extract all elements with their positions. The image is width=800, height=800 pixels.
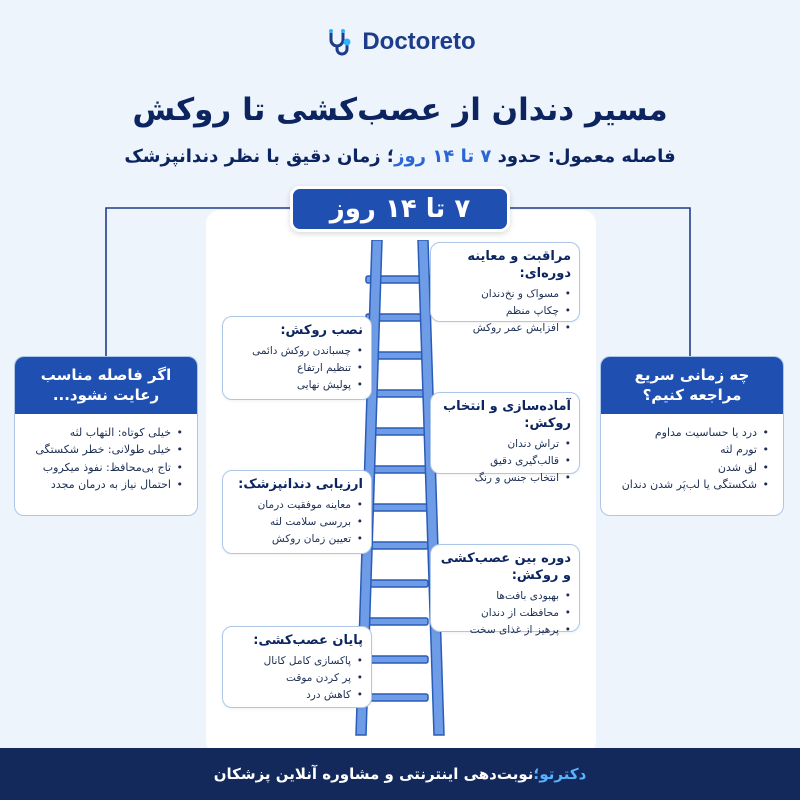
page-title: مسیر دندان از عصب‌کشی تا روکش: [132, 92, 668, 128]
step-item: • پر کردن موقت: [231, 670, 363, 687]
step-item: • افزایش عمر روکش: [439, 320, 571, 337]
subtitle-prefix: فاصله معمول: حدود: [491, 146, 676, 167]
urgent-visit-card-title: چه زمانی سریع مراجعه کنیم؟: [601, 357, 783, 414]
warning-item: • احتمال نیاز به درمان مجدد: [21, 476, 183, 494]
step-title: ارزیابی دندانپزشک:: [238, 477, 363, 492]
footer-brand: دکترتو؛: [533, 765, 587, 783]
warning-item: • خیلی کوتاه: التهاب لثه: [21, 424, 183, 442]
warning-item: • خیلی طولانی: خطر شکستگی: [21, 441, 183, 459]
step-item: • کاهش درد: [231, 687, 363, 704]
step-card-interim-period: [430, 544, 580, 636]
step-card-root-canal-end: [222, 626, 372, 708]
step-item: • انتخاب جنس و رنگ: [439, 470, 571, 487]
step-card-preparation: [430, 392, 580, 484]
warning-card: [14, 356, 198, 516]
step-item: • تراش دندان: [439, 436, 571, 453]
urgent-visit-card: [600, 356, 784, 516]
step-item: • قالب‌گیری دقیق: [439, 453, 571, 470]
footer-banner: [0, 748, 800, 800]
logo-text: Doctoreto: [362, 28, 476, 55]
step-item: • چکاپ منظم: [439, 303, 571, 320]
step-title: دوره بین عصب‌کشی و روکش:: [440, 551, 571, 583]
step-title: پایان عصب‌کشی:: [253, 633, 363, 648]
step-item: • بررسی سلامت لثه: [231, 514, 363, 531]
duration-badge: ۷ تا ۱۴ روز: [290, 186, 510, 232]
step-item: • مسواک و نخ‌دندان: [439, 286, 571, 303]
urgent-item: • شکستگی یا لب‌پَر شدن دندان: [607, 476, 769, 494]
urgent-item: • تورم لثه: [607, 441, 769, 459]
step-item: • چسباندن روکش دائمی: [231, 343, 363, 360]
step-item: • معاینه موفقیت درمان: [231, 497, 363, 514]
step-title: نصب روکش:: [280, 323, 363, 338]
urgent-item: • لق شدن: [607, 459, 769, 477]
step-card-dentist-evaluation: [222, 470, 372, 554]
subtitle-suffix: ؛ زمان دقیق با نظر دندانپزشک: [124, 146, 395, 167]
subtitle-highlight: ۷ تا ۱۴ روز: [394, 146, 492, 167]
step-item: • پولیش نهایی: [231, 377, 363, 394]
warning-card-title: اگر فاصله مناسب رعایت نشود...: [15, 357, 197, 414]
step-title: مراقبت و معاینه دوره‌ای:: [467, 249, 571, 281]
footer-text: نوبت‌دهی اینترنتی و مشاوره آنلاین پزشکان: [213, 765, 534, 783]
step-item: • بهبودی بافت‌ها: [439, 588, 571, 605]
step-card-maintenance: [430, 242, 580, 334]
warning-item: • تاج بی‌محافظ: نفوذ میکروب: [21, 459, 183, 477]
step-card-crown-install: [222, 316, 372, 400]
step-item: • محافظت از دندان: [439, 605, 571, 622]
step-item: • تنظیم ارتفاع: [231, 360, 363, 377]
urgent-item: • درد یا حساسیت مداوم: [607, 424, 769, 442]
step-item: • پاکسازی کامل کانال: [231, 653, 363, 670]
step-title: آماده‌سازی و انتخاب روکش:: [443, 399, 571, 431]
step-item: • پرهیز از غذای سخت: [439, 622, 571, 639]
step-item: • تعیین زمان روکش: [231, 531, 363, 548]
